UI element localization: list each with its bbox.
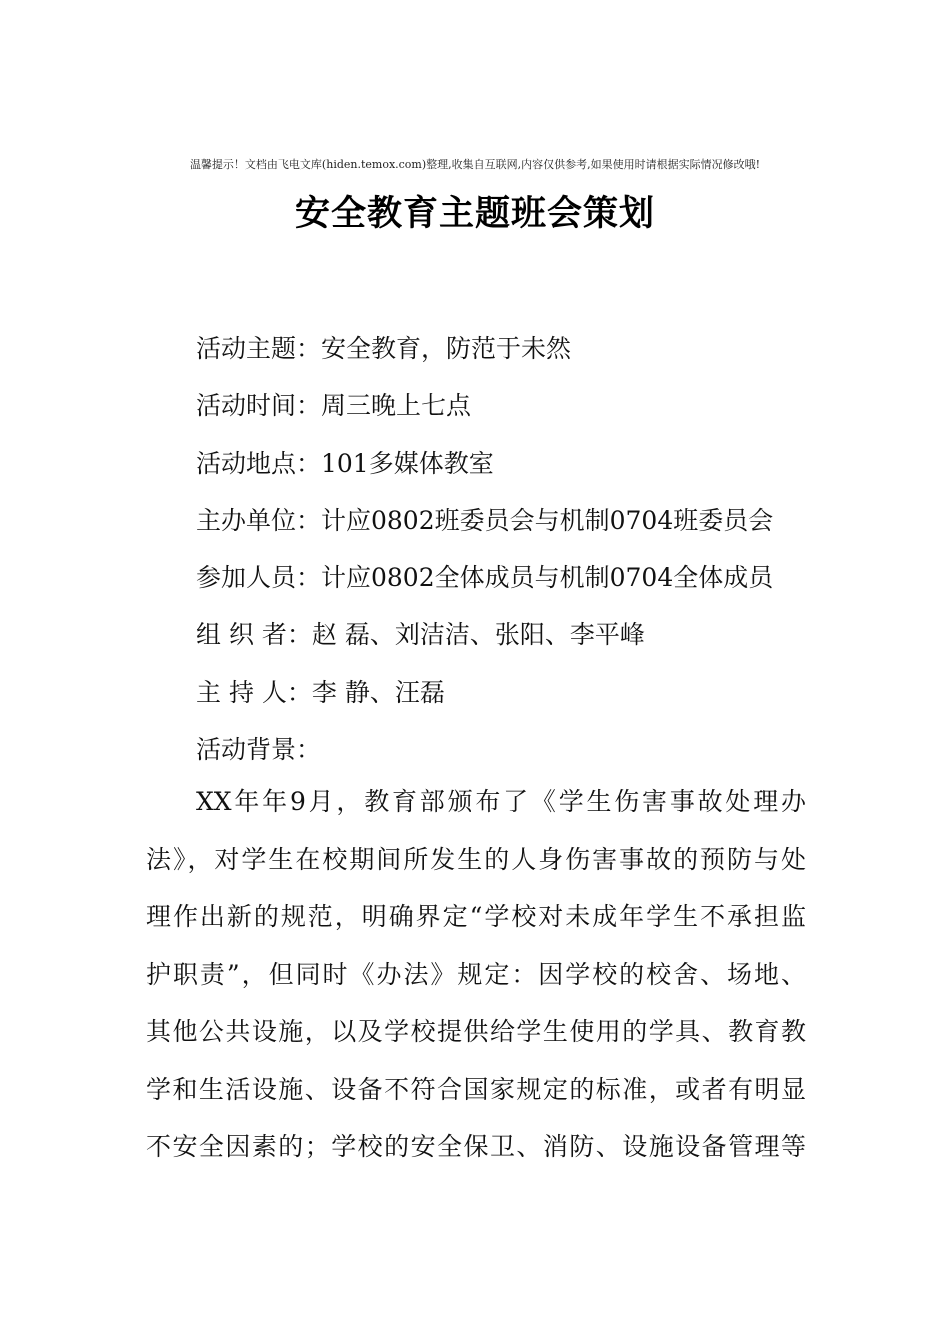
background-paragraph	[146, 773, 806, 1176]
header-notice: 温馨提示！文档由飞电文库(hiden.temox.com)整理,收集自互联网,内容仅供参考,如果使用时请根据实际情况修改哦!	[189, 158, 761, 171]
field-participants: 参加人员：计应0802全体成员与机制0704全体成员	[196, 563, 774, 593]
paragraph-line: 其他公共设施，以及学校提供给学生使用的学具、教育教	[146, 1017, 806, 1046]
page-title: 安全教育主题班会策划	[294, 194, 655, 234]
paragraph-line: 不安全因素的；学校的安全保卫、消防、设施设备管理等	[146, 1132, 806, 1161]
field-theme: 活动主题：安全教育，防范于未然	[196, 334, 572, 363]
activity-fields	[196, 320, 836, 778]
paragraph-line: 法》，对学生在校期间所发生的人身伤害事故的预防与处	[146, 844, 806, 874]
field-time: 活动时间：周三晚上七点	[196, 391, 472, 421]
field-background-heading: 活动背景：	[196, 735, 322, 765]
paragraph-line: 护职责”，但同时《办法》规定：因学校的校舍、场地、	[146, 959, 806, 989]
field-organizer-unit: 主办单位：计应0802班委员会与机制0704班委员会	[196, 505, 774, 535]
field-organizers: 组 织 者：赵 磊、刘洁洁、张阳、李平峰	[196, 620, 645, 650]
paragraph-line: XX年年9月，教育部颁布了《学生伤害事故处理办	[196, 787, 806, 816]
field-hosts: 主 持 人：李 静、汪磊	[196, 677, 445, 707]
paragraph-line: 理作出新的规范，明确界定“学校对未成年学生不承担监	[146, 902, 806, 931]
paragraph-line: 学和生活设施、设备不符合国家规定的标准，或者有明显	[146, 1074, 806, 1104]
field-location: 活动地点：101多媒体教室	[196, 448, 494, 478]
